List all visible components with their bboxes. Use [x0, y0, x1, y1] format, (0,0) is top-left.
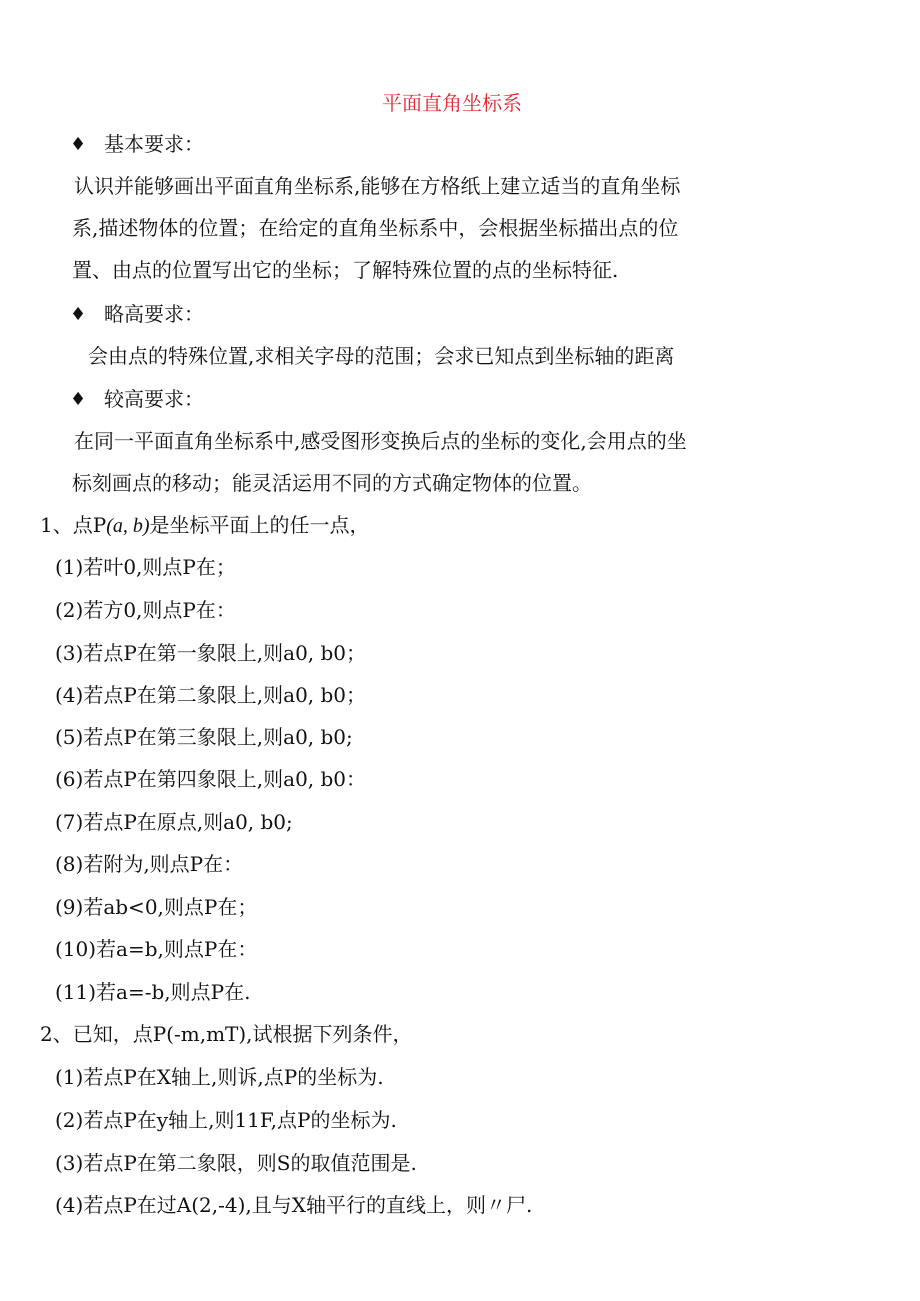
requirement-heading-advanced: 较高要求： — [104, 387, 204, 411]
question-item: (2)若点P在y轴上,则11F,点P的坐标为. — [55, 1108, 397, 1132]
question-item: (4)若点P在过A(2,-4),且与X轴平行的直线上，则〃尸. — [55, 1193, 533, 1217]
bullet-diamond-icon: ♦ — [70, 389, 87, 410]
question-item: (4)若点P在第二象限上,则a0, b0； — [55, 683, 367, 707]
question-item: (2)若方0,则点P在： — [55, 598, 236, 622]
question-2-stem: 2、已知，点P(-m,mT),试根据下列条件， — [40, 1022, 413, 1046]
question-item: (9)若ab<0,则点P在； — [55, 895, 258, 919]
requirement-text: 置、由点的位置写出它的坐标；了解特殊位置的点的坐标特征. — [72, 258, 619, 282]
requirement-text: 标刻画点的移动；能灵活运用不同的方式确定物体的位置。 — [72, 471, 592, 495]
question-1-variable: (a, b) — [106, 515, 150, 537]
question-item: (8)若附为,则点P在： — [55, 852, 244, 876]
requirement-text: 系,描述物体的位置；在给定的直角坐标系中，会根据坐标描出点的位 — [72, 216, 679, 240]
requirement-heading-higher: 略高要求： — [104, 302, 204, 326]
requirement-text: 在同一平面直角坐标系中,感受图形变换后点的坐标的变化,会用点的坐 — [74, 429, 687, 453]
requirement-text: 会由点的特殊位置,求相关字母的范围；会求已知点到坐标轴的距离 — [88, 344, 675, 368]
question-1-stem — [40, 511, 370, 540]
question-1-suffix: 是坐标平面上的任一点， — [149, 513, 370, 537]
question-1-prefix: 1、点P — [40, 513, 107, 537]
bullet-diamond-icon: ♦ — [70, 304, 87, 325]
question-item: (1)若点P在X轴上,则诉,点P的坐标为. — [55, 1065, 384, 1089]
bullet-diamond-icon: ♦ — [70, 134, 87, 155]
question-item: (7)若点P在原点,则a0, b0; — [55, 810, 293, 834]
question-item: (5)若点P在第三象限上,则a0, b0; — [55, 725, 353, 749]
requirement-heading-basic: 基本要求： — [104, 132, 204, 156]
question-item: (10)若a=b,则点P在： — [55, 937, 258, 961]
question-item: (1)若叶0,则点P在； — [55, 555, 236, 579]
question-item: (11)若a=-b,则点P在. — [55, 980, 251, 1004]
page-title: 平面直角坐标系 — [382, 91, 522, 115]
question-item: (3)若点P在第二象限，则S的取值范围是. — [55, 1151, 417, 1175]
question-item: (6)若点P在第四象限上,则a0, b0： — [55, 767, 367, 791]
question-item: (3)若点P在第一象限上,则a0, b0； — [55, 641, 367, 665]
requirement-text: 认识并能够画出平面直角坐标系,能够在方格纸上建立适当的直角坐标 — [74, 174, 681, 198]
